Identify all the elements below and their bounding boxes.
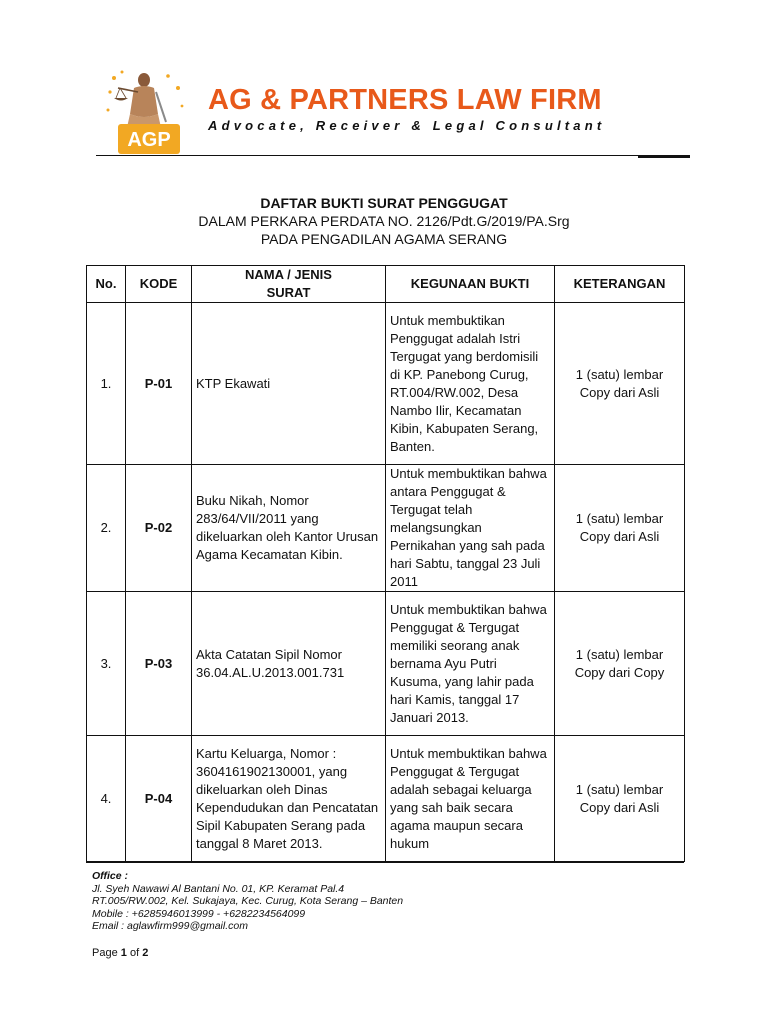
header-kode: KODE [126,266,192,303]
office-address-block [92,870,403,933]
cell-no: 2. [87,465,126,592]
table-row [87,592,685,736]
keterangan-copy-type: Copy dari Asli [579,799,660,815]
agp-monogram-icon [118,124,180,154]
cell-kode: P-03 [126,592,192,736]
cell-keterangan [555,736,685,862]
cell-kegunaan: Untuk membuktikan Penggugat adalah Istri Tergugat yang berdomisili di KP. Panebong Curug, RT.004/RW.002, Desa Nambo Ilir, Kecamatan Kibin, Kabupaten Serang, Banten. [386,303,555,465]
cell-no: 3. [87,592,126,736]
header-nama: NAMA / JENIS SURAT [192,266,386,303]
table-row [87,465,685,592]
page-number [92,947,148,959]
page-current: 1 [120,947,127,959]
cell-no: 4. [87,736,126,862]
cell-keterangan [555,592,685,736]
cell-kode: P-02 [126,465,192,592]
firm-tagline: Advocate, Receiver & Legal Consultant [208,118,606,133]
header-no: No. [87,266,126,303]
footer-divider [86,862,684,863]
cell-keterangan [555,465,685,592]
keterangan-copy-type: Copy dari Asli [579,384,660,400]
document-title: DAFTAR BUKTI SURAT PENGGUGAT [260,195,508,211]
cell-kode: P-04 [126,736,192,862]
header-divider-accent [638,155,690,158]
case-number-line: DALAM PERKARA PERDATA NO. 2126/Pdt.G/2019/PA.Srg [198,213,570,229]
keterangan-copy-type: Copy dari Asli [579,529,660,544]
office-email: Email : aglawfirm999@gmail.com [92,920,248,933]
cell-kegunaan: Untuk membuktikan bahwa Penggugat & Tergugat adalah sebagai keluarga yang sah baik secara agama maupun secara hukum [386,736,555,862]
page-total: 2 [142,947,149,959]
header-keterangan: KETERANGAN [555,266,685,303]
svg-text:AGP: AGP [127,129,171,151]
evidence-table [86,265,685,862]
keterangan-copy-type: Copy dari Copy [574,664,665,680]
office-mobile: Mobile : +6285946013999 - +6282234564099 [92,907,306,920]
header-divider [96,155,690,156]
court-name-line: PADA PENGADILAN AGAMA SERANG [260,231,508,247]
header-kegunaan: KEGUNAAN BUKTI [386,266,555,303]
cell-keterangan [555,303,685,465]
keterangan-quantity: 1 (satu) lembar [575,646,664,662]
firm-name: AG & PARTNERS LAW FIRM [208,84,602,116]
keterangan-quantity: 1 (satu) lembar [575,781,664,797]
page-prefix: Page [92,947,118,959]
cell-nama: KTP Ekawati [192,303,386,465]
cell-kegunaan: Untuk membuktikan bahwa antara Penggugat & Tergugat telah melangsungkan Pernikahan yang sah pada hari Sabtu, tanggal 23 Juli 2011 [386,465,555,592]
cell-nama: Buku Nikah, Nomor 283/64/VII/2011 yang dikeluarkan oleh Kantor Urusan Agama Kecamatan Kibin. [192,465,386,592]
cell-kegunaan: Untuk membuktikan bahwa Penggugat & Tergugat memiliki seorang anak bernama Ayu Putri Kusuma, yang lahir pada hari Kamis, tanggal 17 Januari 2013. [386,592,555,736]
page-of: of [129,947,140,959]
office-address-line1: Jl. Syeh Nawawi Al Bantani No. 01, KP. Keramat Pal.4 [92,882,345,895]
keterangan-quantity: 1 (satu) lembar [575,366,664,382]
cell-no: 1. [87,303,126,465]
office-label: Office : [92,870,128,882]
office-address-line2: RT.005/RW.002, Kel. Sukajaya, Kec. Curug, Kota Serang – Banten [92,895,404,908]
table-row [87,303,685,465]
cell-nama: Kartu Keluarga, Nomor : 3604161902130001, yang dikeluarkan oleh Dinas Kependudukan dan Pencatatan Sipil Kabupaten Serang pada tanggal 8 Maret 2013. [192,736,386,862]
table-header-row [87,266,685,303]
table-row [87,736,685,862]
cell-kode: P-01 [126,303,192,465]
cell-nama: Akta Catatan Sipil Nomor 36.04.AL.U.2013.001.731 [192,592,386,736]
keterangan-quantity: 1 (satu) lembar [575,511,664,526]
law-firm-logo [104,66,190,158]
